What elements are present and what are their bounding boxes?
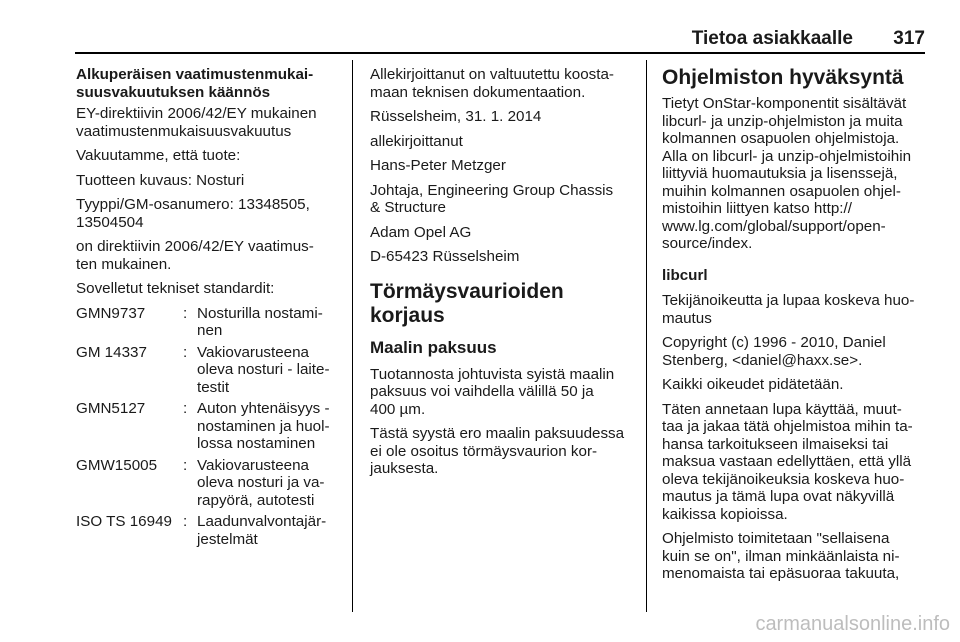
subsection-heading: libcurl xyxy=(662,266,708,284)
standard-colon: : xyxy=(183,343,188,361)
watermark: carmanualsonline.info xyxy=(755,613,950,635)
page-header xyxy=(75,28,925,50)
standard-description: Vakiovarusteena oleva nosturi ja va- rapyörä, autotesti xyxy=(197,456,325,509)
paragraph: Tyyppi/GM-osanumero: 13348505, 13504504 xyxy=(76,196,310,231)
paragraph: on direktiivin 2006/42/EY vaatimus- ten mukainen. xyxy=(76,238,314,273)
standard-row xyxy=(76,305,346,340)
section-heading: Törmäysvaurioiden korjaus xyxy=(370,279,564,327)
standard-row xyxy=(76,400,346,453)
standard-code: GMW15005 xyxy=(76,456,158,474)
paragraph: allekirjoittanut xyxy=(370,132,463,150)
paragraph: Tästä syystä ero maalin paksuudessa ei ole osoitus törmäysvaurion kor- jauksesta. xyxy=(370,425,625,477)
paragraph: Tietyt OnStar-komponentit sisältävät libcurl- ja unzip-ohjelmiston ja muita kolmannen osapuolen ohjelmistoja. Alla on libcurl- ja unzip-ohjelmistoihin liittyviä huomautuksia ja lisenssejä, muihin kolmannen osapuolen ohjel- mistoihin liittyen katso http:// www.lg.com/global/support/open- source/index. xyxy=(662,95,912,252)
standard-row xyxy=(76,344,346,397)
paragraph: Allekirjoittanut on valtuutettu koosta- maan teknisen dokumentaation. xyxy=(370,66,614,101)
paragraph: Ohjelmisto toimitetaan "sellaisena kuin se on", ilman minkäänlaista ni- menomaista tai epäsuoraa takuuta, xyxy=(662,530,900,582)
standard-row xyxy=(76,457,346,510)
column-2 xyxy=(370,66,640,485)
paragraph: Tekijänoikeutta ja lupaa koskeva huo- mautus xyxy=(662,292,915,327)
paragraph: Adam Opel AG xyxy=(370,223,472,241)
section-heading: Ohjelmiston hyväksyntä xyxy=(662,66,904,89)
standard-description: Nosturilla nostami- nen xyxy=(197,304,323,339)
standard-code: GM 14337 xyxy=(76,343,147,361)
standard-row xyxy=(76,513,346,548)
declaration-heading: Alkuperäisen vaatimustenmukai- suusvakuutuksen käännös xyxy=(76,66,314,101)
column-1 xyxy=(76,66,346,552)
standard-code: ISO TS 16949 xyxy=(76,513,172,530)
header-title: Tietoa asiakkaalle xyxy=(691,28,853,49)
standard-code: GMN9737 xyxy=(76,304,146,322)
paragraph: Johtaja, Engineering Group Chassis & Structure xyxy=(370,181,614,216)
column-divider-2 xyxy=(646,60,647,612)
standard-colon: : xyxy=(183,304,188,322)
paragraph: D-65423 Rüsselsheim xyxy=(370,248,520,265)
standard-description: Laadunvalvontajär- jestelmät xyxy=(197,513,327,548)
paragraph: Vakuutamme, että tuote: xyxy=(76,147,241,164)
page-number: 317 xyxy=(893,28,925,49)
paragraph: Tuotannosta johtuvista syistä maalin paksuus voi vaihdella välillä 50 ja 400 µm. xyxy=(370,365,615,418)
column-3 xyxy=(662,66,957,590)
standard-colon: : xyxy=(183,456,188,474)
paragraph: Sovelletut tekniset standardit: xyxy=(76,280,275,297)
paragraph: Tuotteen kuvaus: Nosturi xyxy=(76,171,245,189)
paragraph: Copyright (c) 1996 - 2010, Daniel Stenberg, <daniel@haxx.se>. xyxy=(662,334,886,369)
standard-code: GMN5127 xyxy=(76,400,146,417)
standard-colon: : xyxy=(183,513,188,530)
standard-description: Auton yhtenäisyys - nostaminen ja huol- lossa nostaminen xyxy=(197,400,330,452)
standard-colon: : xyxy=(183,400,188,417)
standard-description: Vakiovarusteena oleva nosturi - laite- testit xyxy=(197,343,330,396)
subsection-heading: Maalin paksuus xyxy=(370,337,497,357)
paragraph: EY-direktiivin 2006/42/EY mukainen vaatimustenmukaisuusvakuutus xyxy=(76,105,317,140)
standards-list xyxy=(76,305,346,549)
paragraph: Hans-Peter Metzger xyxy=(370,157,506,174)
paragraph: Täten annetaan lupa käyttää, muut- taa ja jakaa tätä ohjelmistoa mihin ta- hansa tarkoitukseen ilmaiseksi tai maksua vastaan edellyttäen, että yllä oleva tekijänoikeuksia koskeva huo- mautus ja tämä lupa ovat näkyvillä kaikissa kopioissa. xyxy=(662,400,913,523)
paragraph: Rüsselsheim, 31. 1. 2014 xyxy=(370,108,542,125)
header-rule xyxy=(75,52,925,54)
column-divider-1 xyxy=(352,60,353,612)
paragraph: Kaikki oikeudet pidätetään. xyxy=(662,376,844,393)
